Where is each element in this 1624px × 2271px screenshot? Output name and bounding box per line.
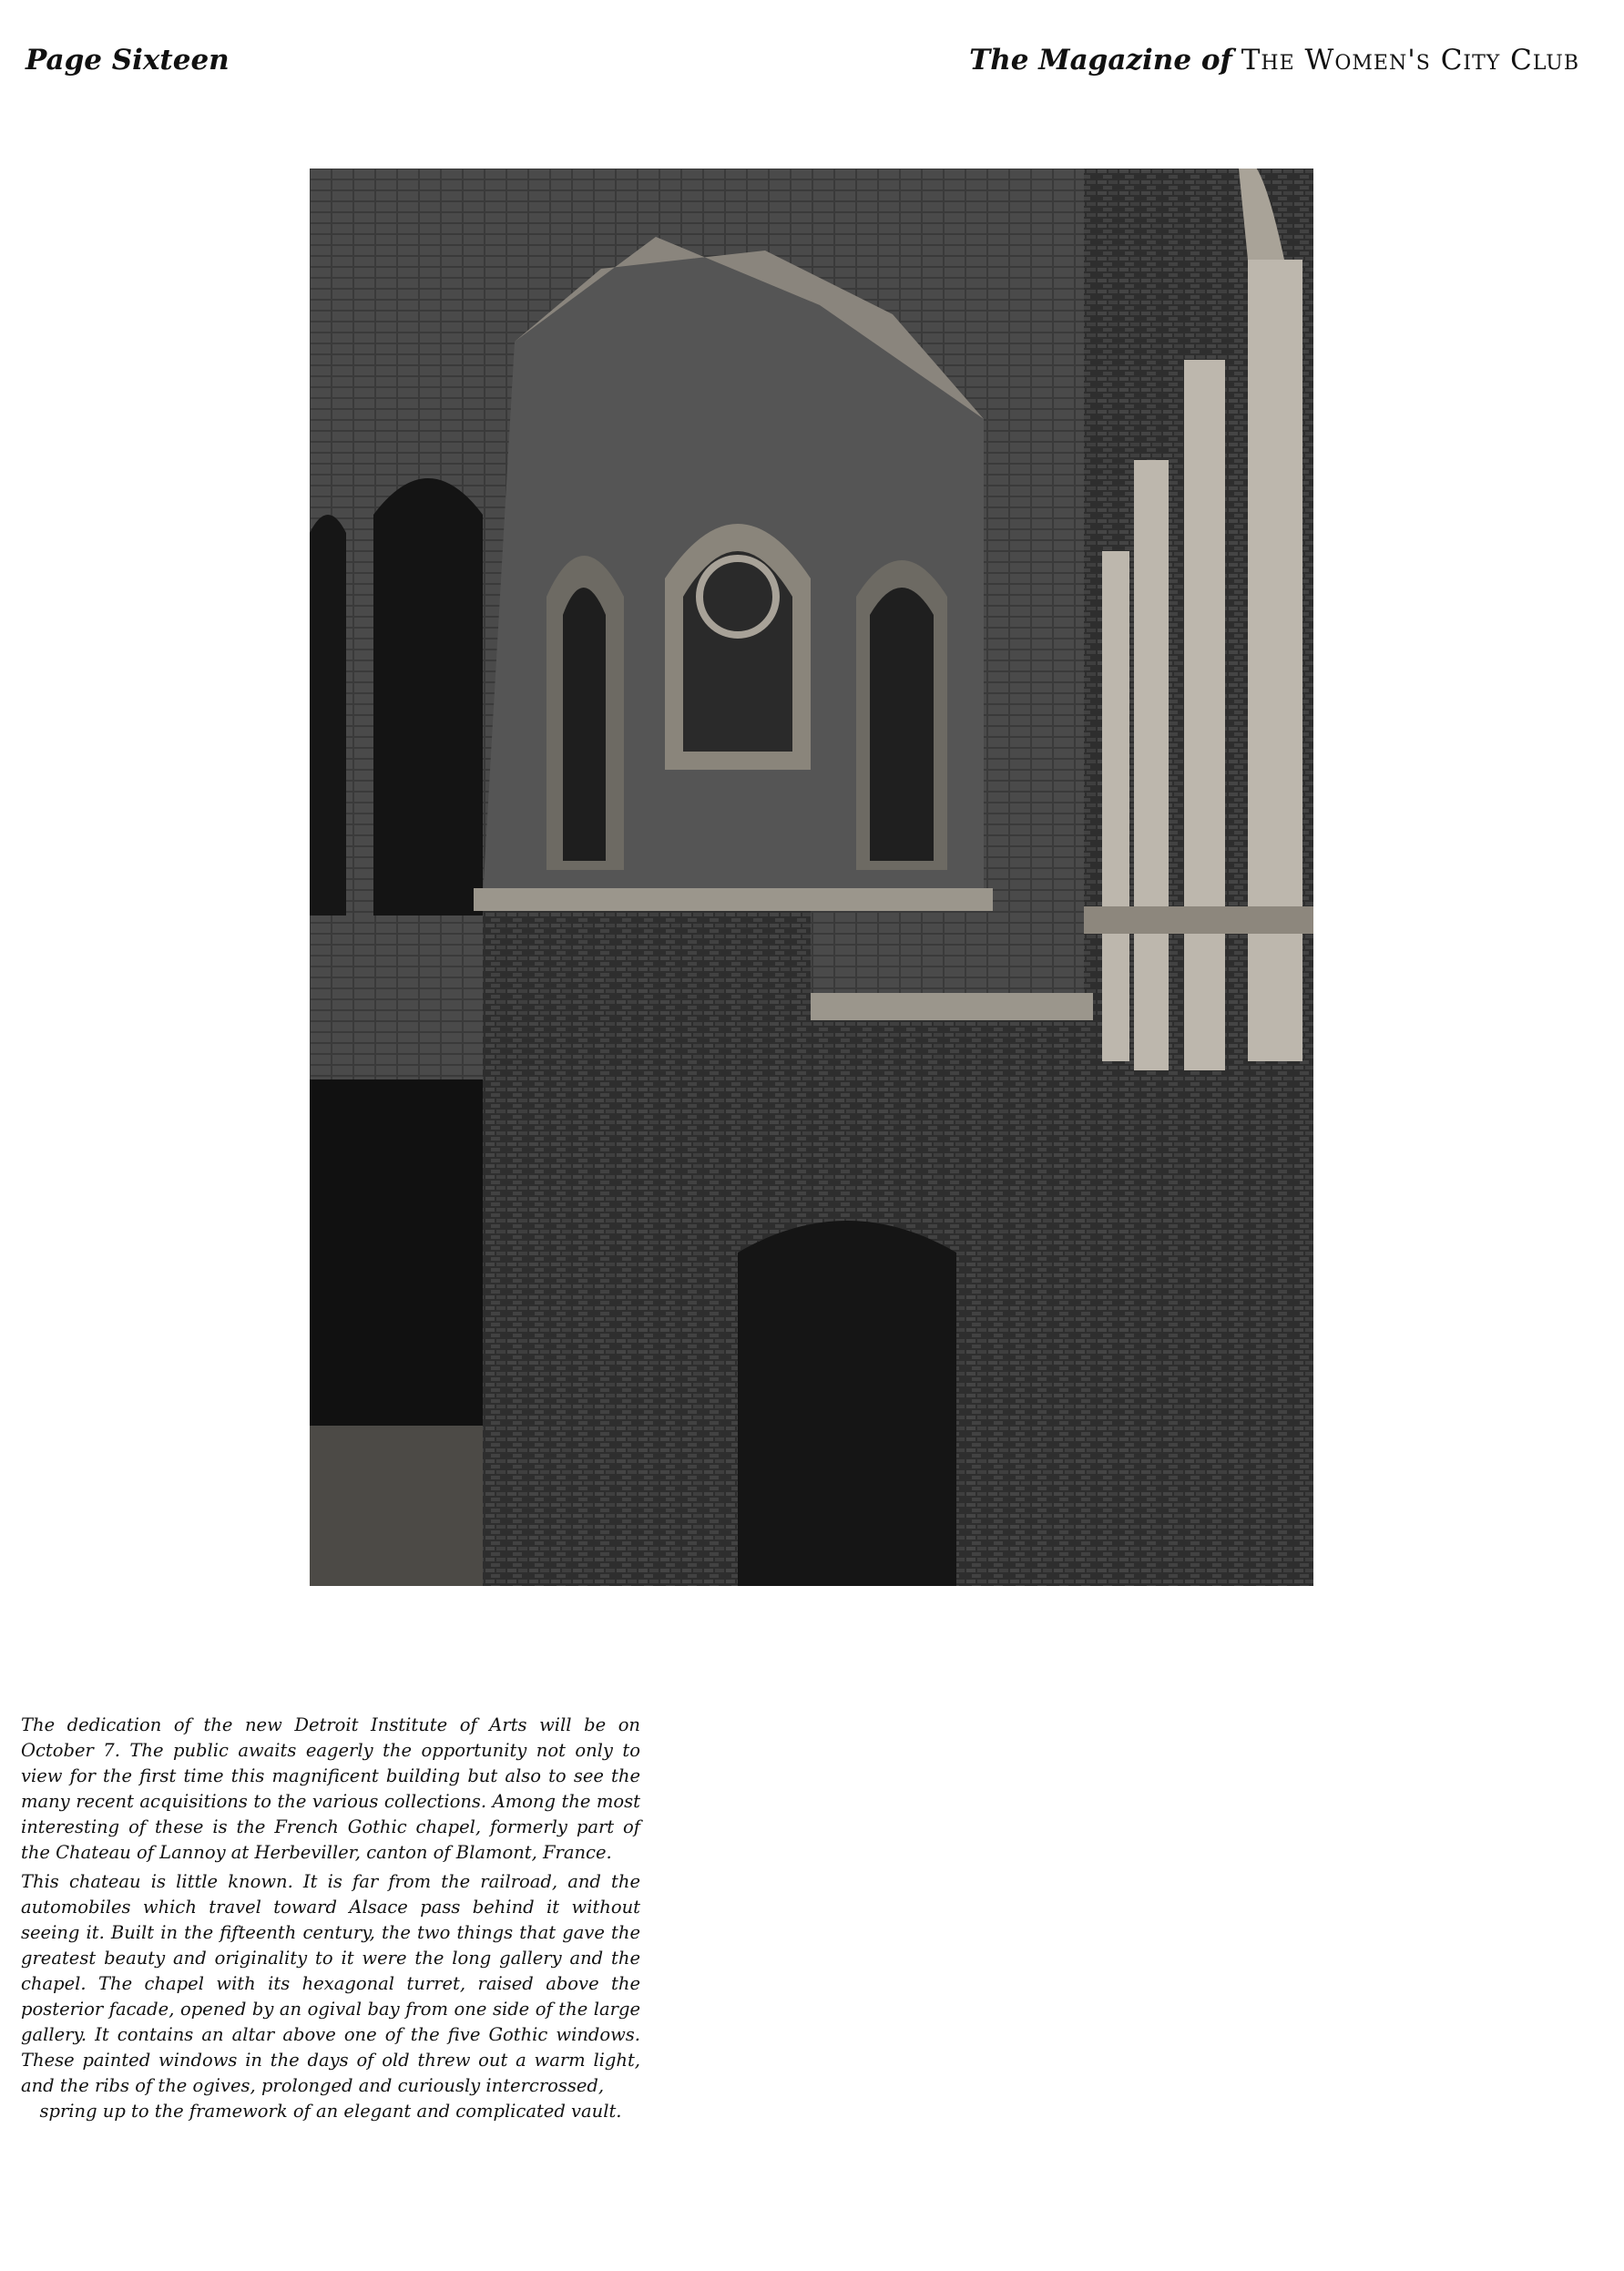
chapel-photograph bbox=[310, 169, 1313, 1586]
photo-caption bbox=[21, 1713, 640, 2128]
club-name: The Women's City Club bbox=[1241, 44, 1579, 77]
magazine-title: The Magazine of bbox=[969, 44, 1232, 77]
caption-paragraph-2-body: This chateau is little known. It is far from the railroad, and the automobiles which travel toward Alsace pass behind it without seeing it. Built in the fifteenth century, the two things that gave the greatest beauty and originality to it were the long gallery and the chapel. The chapel with its hexagonal turret, raised above the posterior facade, opened by an ogival bay from one side of the large gallery. It contains an altar above one of the five Gothic windows. These painted windows in the days of old threw out a warm light, and the ribs of the ogives, prolonged and curiously intercrossed, bbox=[21, 1871, 640, 2096]
caption-paragraph-1: The dedication of the new Detroit Institute of Arts will be on October 7. The public awaits eagerly the opportunity not only to view for the first time this magnificent building but also to see the many recent acquisitions to the various collections. Among the most interesting of these is the French Gothic chapel, formerly part of the Chateau of Lannoy at Herbeviller, canton of Blamont, France. bbox=[21, 1714, 640, 1863]
caption-paragraph-2-end: spring up to the framework of an elegant and complicated vault. bbox=[39, 2101, 622, 2122]
page-number: Page Sixteen bbox=[26, 44, 230, 77]
running-header bbox=[969, 44, 1579, 77]
caption-paragraph-2 bbox=[21, 1869, 640, 2124]
